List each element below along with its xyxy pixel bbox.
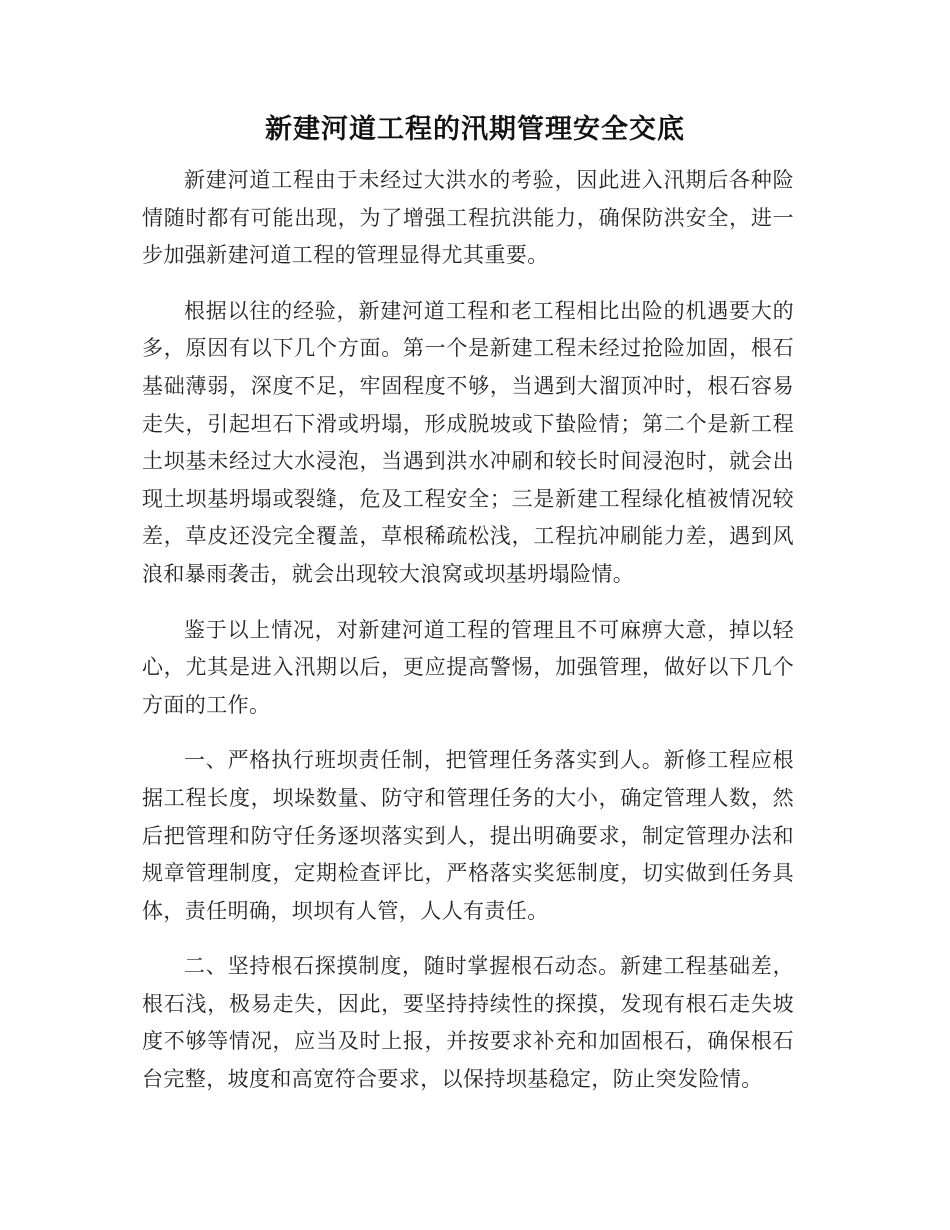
document-title: 新建河道工程的汛期管理安全交底 [265, 114, 685, 145]
paragraph-measure-1: 一、严格执行班坝责任制，把管理任务落实到人。新修工程应根据工程长度，坝垛数量、防守和管理任务的大小，确定管理人数，然后把管理和防守任务逐坝落实到人，提出明确要求，制定管理办法和规章管理制度，定期检查评比，严格落实奖惩制度，切实做到任务具体，责任明确，坝坝有人管，人人有责任。 [142, 748, 794, 923]
document-body [142, 162, 794, 1117]
paragraph-summary: 鉴于以上情况，对新建河道工程的管理且不可麻痹大意，掉以轻心，尤其是进入汛期以后，更应提高警惕，加强管理，做好以下几个方面的工作。 [142, 617, 794, 717]
paragraph-causes: 根据以往的经验，新建河道工程和老工程相比出险的机遇要大的多，原因有以下几个方面。第一个是新建工程未经过抢险加固，根石基础薄弱，深度不足，牢固程度不够，当遇到大溜顶冲时，根石容易走失，引起坦石下滑或坍塌，形成脱坡或下蛰险情；第二个是新工程土坝基未经过大水浸泡，当遇到洪水冲刷和较长时间浸泡时，就会出现土坝基坍塌或裂缝，危及工程安全；三是新建工程绿化植被情况较差，草皮还没完全覆盖，草根稀疏松浅，工程抗冲刷能力差，遇到风浪和暴雨袭击，就会出现较大浪窝或坝基坍塌险情。 [142, 298, 794, 586]
paragraph-measure-2: 二、坚持根石探摸制度，随时掌握根石动态。新建工程基础差，根石浅，极易走失，因此，要坚持持续性的探摸，发现有根石走失坡度不够等情况，应当及时上报，并按要求补充和加固根石，确保根石台完整，坡度和高宽符合要求，以保持坝基稳定，防止突发险情。 [142, 954, 794, 1092]
paragraph-intro: 新建河道工程由于未经过大洪水的考验，因此进入汛期后各种险情随时都有可能出现，为了增强工程抗洪能力，确保防洪安全，进一步加强新建河道工程的管理显得尤其重要。 [142, 168, 794, 268]
